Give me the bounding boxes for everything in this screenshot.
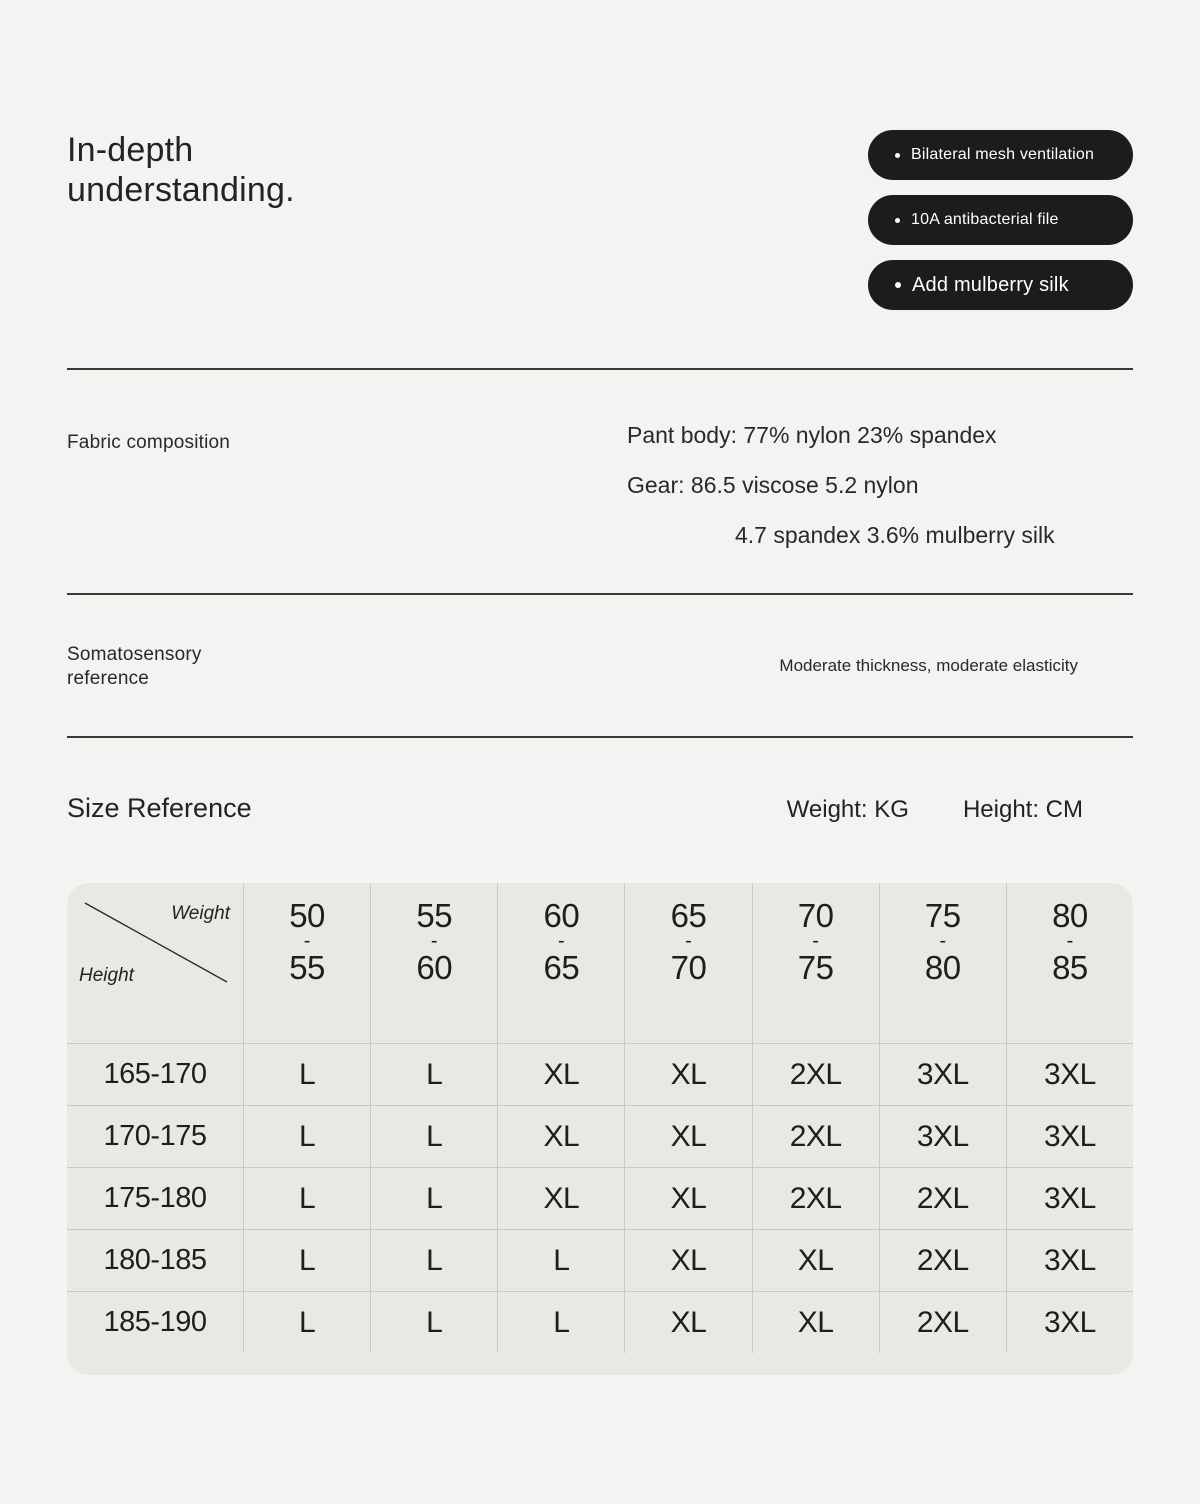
page-title-line1: In-depth (67, 131, 194, 169)
range-low: 80 (1052, 897, 1088, 934)
range-dash: - (1066, 930, 1074, 952)
range-high: 70 (670, 949, 707, 986)
bullet-dot-icon (895, 282, 901, 288)
size-cell: 3XL (1006, 1291, 1133, 1353)
range-high: 65 (543, 949, 580, 986)
size-reference-title: Size Reference (67, 793, 252, 823)
somatosensory-label (67, 643, 202, 691)
feature-badge-list (868, 130, 1133, 310)
fabric-composition-details (627, 420, 1133, 550)
bullet-dot-icon (895, 153, 900, 158)
size-cell: XL (497, 1105, 624, 1167)
size-cell: XL (624, 1291, 751, 1353)
feature-badge-label: Bilateral mesh ventilation (911, 146, 1095, 163)
size-cell: L (243, 1229, 370, 1291)
somatosensory-value: Moderate thickness, moderate elasticity (779, 656, 1078, 675)
size-cell: L (370, 1167, 497, 1229)
corner-height-label: Height (79, 965, 134, 986)
feature-badge-antibacterial (868, 195, 1133, 245)
range-low: 75 (924, 897, 961, 934)
size-cell: XL (624, 1229, 751, 1291)
size-reference-header (67, 738, 1133, 824)
feature-badge-label: Add mulberry silk (912, 273, 1069, 296)
size-cell: L (497, 1229, 624, 1291)
range-low: 50 (289, 897, 325, 934)
weight-range-header (370, 883, 497, 1043)
size-cell: 3XL (879, 1043, 1006, 1105)
somatosensory-section (67, 595, 1133, 691)
size-cell: XL (624, 1043, 751, 1105)
height-row-label: 175-180 (67, 1167, 243, 1229)
range-dash: - (430, 930, 438, 952)
height-row-label: 165-170 (67, 1043, 243, 1105)
page-title (67, 130, 295, 210)
size-cell: 2XL (879, 1229, 1006, 1291)
range-high: 85 (1052, 949, 1088, 986)
height-row-label: 185-190 (67, 1291, 243, 1353)
weight-range-header (624, 883, 751, 1043)
range-high: 55 (289, 949, 325, 986)
size-cell: L (370, 1105, 497, 1167)
range-dash: - (558, 930, 565, 952)
weight-range-header (752, 883, 879, 1043)
height-row-label: 170-175 (67, 1105, 243, 1167)
hero-section (67, 0, 1133, 310)
weight-range-header (243, 883, 370, 1043)
range-low: 60 (543, 897, 580, 934)
size-cell: L (243, 1291, 370, 1353)
size-cell: XL (497, 1167, 624, 1229)
somatosensory-label-line1: Somatosensory (67, 644, 202, 665)
size-cell: 2XL (752, 1043, 879, 1105)
range-dash: - (303, 930, 311, 952)
size-table-corner-cell (67, 883, 243, 1043)
size-cell: L (370, 1291, 497, 1353)
height-row-label: 180-185 (67, 1229, 243, 1291)
size-cell: 2XL (879, 1167, 1006, 1229)
corner-weight-label: Weight (171, 903, 230, 924)
size-cell: 3XL (1006, 1229, 1133, 1291)
size-cell: L (370, 1043, 497, 1105)
range-dash: - (812, 930, 819, 952)
weight-range-header (497, 883, 624, 1043)
fabric-line-pant-body: Pant body: 77% nylon 23% spandex (627, 422, 997, 448)
size-reference-units (787, 796, 1083, 824)
size-cell: XL (497, 1043, 624, 1105)
size-cell: XL (624, 1167, 751, 1229)
feature-badge-mulberry-silk (868, 260, 1133, 310)
fabric-line-gear: Gear: 86.5 viscose 5.2 nylon (627, 472, 919, 498)
size-cell: XL (752, 1291, 879, 1353)
range-low: 55 (416, 897, 453, 934)
weight-unit-label: Weight: KG (786, 796, 909, 823)
size-cell: 2XL (879, 1291, 1006, 1353)
size-cell: 3XL (1006, 1105, 1133, 1167)
height-unit-label: Height: CM (962, 796, 1083, 823)
feature-badge-label: 10A antibacterial file (911, 211, 1059, 228)
size-cell: L (243, 1167, 370, 1229)
feature-badge-mesh-ventilation (868, 130, 1133, 180)
range-low: 65 (670, 897, 707, 934)
size-table (67, 883, 1133, 1375)
somatosensory-label-line2: reference (67, 668, 150, 689)
size-cell: 3XL (1006, 1167, 1133, 1229)
size-cell: 2XL (752, 1105, 879, 1167)
range-high: 60 (416, 949, 453, 986)
weight-range-header (1006, 883, 1133, 1043)
size-cell: XL (624, 1105, 751, 1167)
range-dash: - (685, 930, 692, 952)
size-cell: XL (752, 1229, 879, 1291)
bullet-dot-icon (895, 218, 900, 223)
size-cell: 3XL (1006, 1043, 1133, 1105)
weight-range-header (879, 883, 1006, 1043)
size-cell: 2XL (752, 1167, 879, 1229)
page-title-line2: understanding. (67, 171, 295, 209)
range-high: 75 (797, 949, 834, 986)
size-cell: L (370, 1229, 497, 1291)
size-cell: L (497, 1291, 624, 1353)
range-high: 80 (924, 949, 961, 986)
fabric-line-gear-continued: 4.7 spandex 3.6% mulberry silk (735, 522, 1055, 548)
fabric-composition-label: Fabric composition (67, 432, 231, 453)
range-dash: - (939, 930, 947, 952)
size-cell: L (243, 1043, 370, 1105)
range-low: 70 (797, 897, 834, 934)
size-cell: 3XL (879, 1105, 1006, 1167)
size-cell: L (243, 1105, 370, 1167)
fabric-composition-section (67, 370, 1133, 550)
